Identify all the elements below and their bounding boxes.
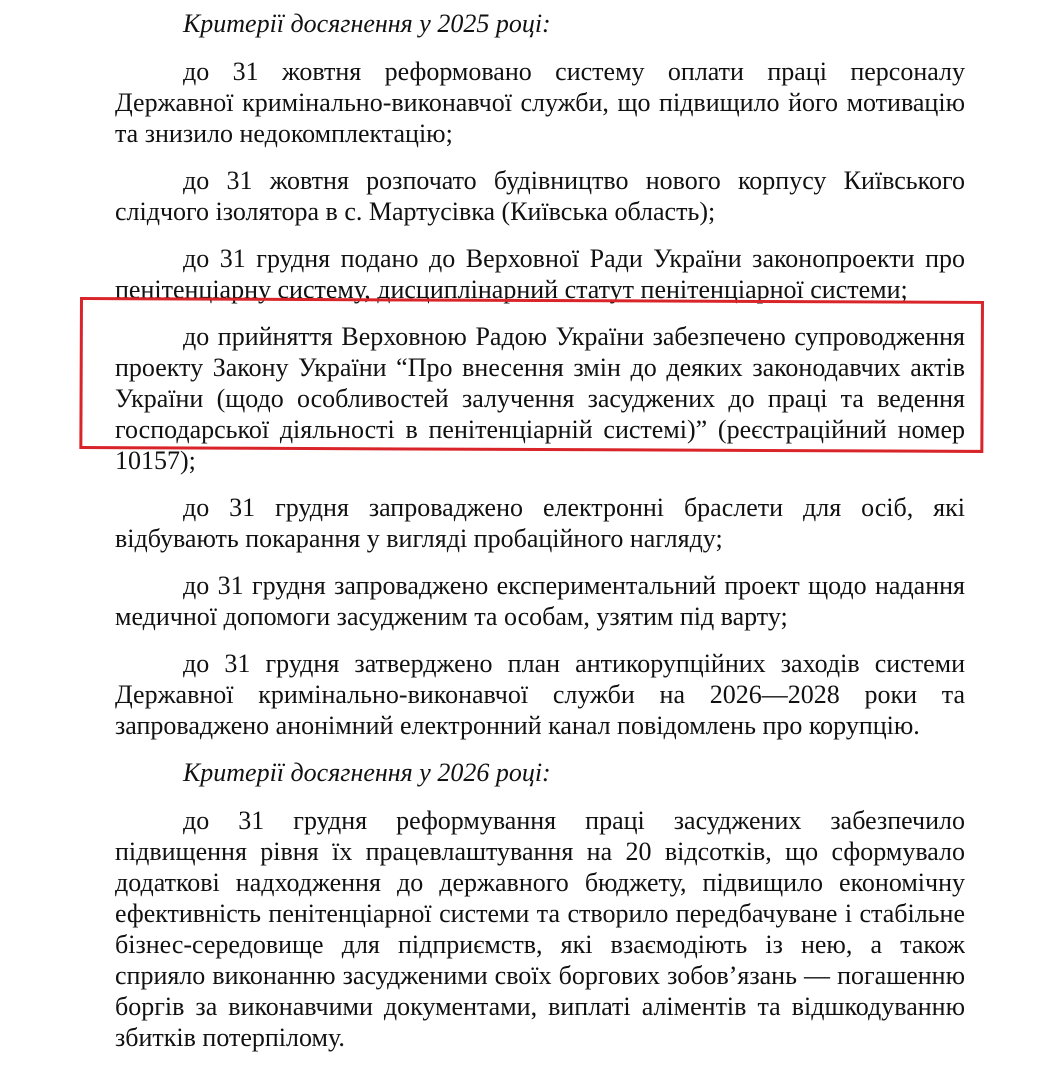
criterion-paragraph: до 31 грудня запроваджено експериментальний проект щодо надання медичної допомоги засудженим та особам, узятим під варту; — [115, 571, 965, 631]
criterion-paragraph-highlighted: до прийняття Верховною Радою України забезпечено супроводження проекту Закону України “Про внесення змін до деяких законодавчих актів України (щодо особливостей залучення засуджених до праці та ведення господарської діяльності в пенітенціарній системі)” (реєстраційний номер 10157); — [115, 322, 965, 475]
section-heading-2025: Критерії досягнення у 2025 році: — [183, 9, 551, 38]
criterion-paragraph: до 31 жовтня реформовано систему оплати праці персоналу Державної кримінально-виконавчої служби, що підвищило його мотивацію та знизило недокомплектацію; — [115, 57, 965, 148]
criterion-paragraph: до 31 грудня подано до Верховної Ради України законопроекти про пенітенціарну систему, дисциплінарний статут пенітенціарної системи; — [115, 244, 965, 304]
section-heading-2026: Критерії досягнення у 2026 році: — [183, 758, 551, 787]
criterion-paragraph: до 31 грудня запроваджено електронні браслети для осіб, які відбувають покарання у вигляді пробаційного нагляду; — [115, 493, 965, 553]
criterion-paragraph: до 31 грудня реформування праці засуджених забезпечило підвищення рівня їх працевлаштування на 20 відсотків, що сформувало додаткові надходження до державного бюджету, підвищило економічну ефективність пенітенціарної системи та створило передбачуване і стабільне бізнес-середовище для підприємств, які взаємодіють із нею, а також сприяло виконанню засудженими своїх боргових зобов’язань — погашенню боргів за виконавчими документами, виплаті аліментів та відшкодуванню збитків потерпілому. — [115, 806, 965, 1052]
criterion-paragraph: до 31 жовтня розпочато будівництво нового корпусу Київського слідчого ізолятора в с. Мартусівка (Київська область); — [115, 166, 965, 226]
document-page — [115, 8, 965, 1069]
criterion-paragraph: до 31 грудня затверджено план антикорупційних заходів системи Державної кримінально-виконавчої служби на 2026—2028 роки та запроваджено анонімний електронний канал повідомлень про корупцію. — [115, 649, 965, 740]
